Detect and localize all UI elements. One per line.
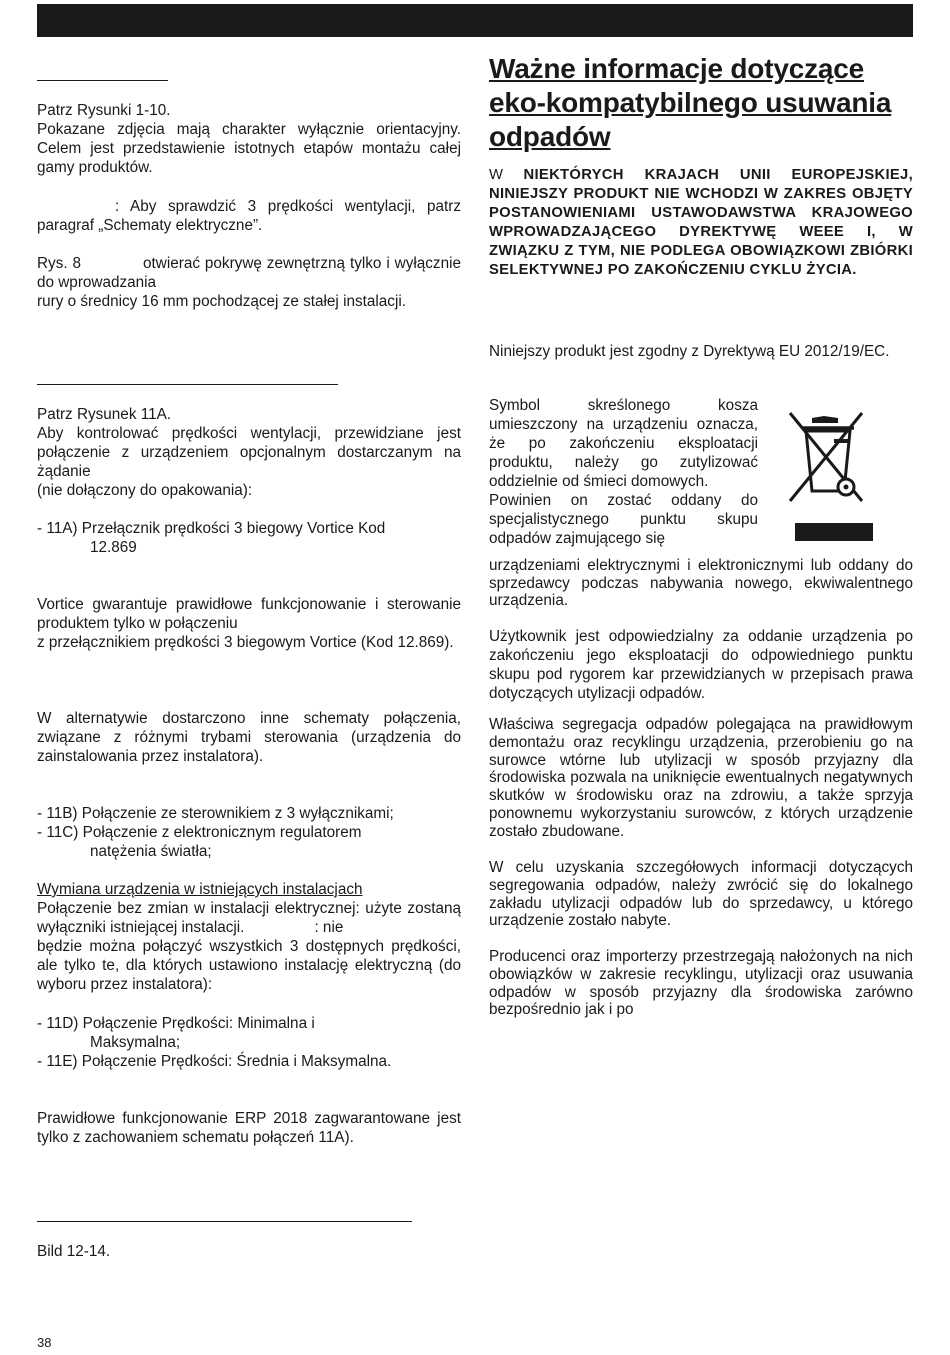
replacement-section [37,880,461,994]
assembly-section [37,101,461,177]
paragraph: z przełącznikiem prędkości 3 biegowym Vortice (Kod 12.869). [37,634,454,651]
alternative-list [37,804,461,861]
paragraph: W celu uzyskania szczegółowych informacji dotyczących segregowania odpadów, należy zwrócić się do lokalnego zakładu utylizacji odpadów lub do sprzedawcy, u którego urządzenie zostało nabyte. [489,859,913,930]
weee-notice [489,166,913,280]
figure-reference: Patrz Rysunki 1-10. [37,102,171,119]
figure-12-14-section [37,1242,461,1261]
alternative-note [37,709,461,766]
paragraph: Prawidłowe funkcjonowanie ERP 2018 zagwarantowane jest tylko z zachowaniem schematu połączeń 11A). [37,1110,461,1146]
section-divider [37,1221,412,1222]
figure-reference: Bild 12-14. [37,1243,111,1260]
crossed-out-wheelie-bin-icon [782,403,878,543]
paragraph: Użytkownik jest odpowiedzialny za oddanie urządzenia po zakończeniu jego eksploatacji do odpowiedniego punktu skupu pod rygorem kar przewidzianych w przepisach prawa dotyczących utylizacji odpadów. [489,628,913,702]
erp-note [37,1109,461,1147]
paragraph: (nie dołączony do opakowania): [37,482,253,499]
page-number: 38 [37,1335,52,1350]
list-item: - 11E) Połączenie Prędkości: Średnia i Maksymalna. [37,1053,392,1070]
section-divider [37,384,338,385]
note-label: : nie [314,919,344,936]
connection-section [37,405,461,500]
list-item: - 11A) Przełącznik prędkości 3 biegowy Vortice Kod [37,520,386,537]
paragraph: Producenci oraz importerzy przestrzegają nałożonych na nich obowiązków w zakresie recyklingu, utylizacji oraz usuwania odpadów w sposób przyjazny dla środowiska zarówno bezpośrednio jak i po [489,948,913,1019]
paragraph: Pokazane zdjęcia mają charakter wyłącznie orientacyjny. Celem jest przedstawienie istotnych etapów montażu całej gamy produktów. [37,121,461,176]
producers-note [489,948,913,1019]
paragraph: Aby kontrolować prędkości wentylacji, przewidziane jest połączenie z urządzeniem opcjonalnym dostarczanym na żądanie [37,425,461,480]
list-item-continuation: Maksymalna; [90,1034,181,1051]
speed-note [37,197,461,235]
list-item: - 11C) Połączenie z elektronicznym regulatorem [37,824,362,841]
paragraph: : Aby sprawdzić 3 prędkości wentylacji, patrz paragraf „Schematy elektryczne”. [37,198,461,234]
figure-label: Rys. 8 [37,255,82,272]
list-item-continuation: 12.869 [90,539,137,556]
notice-bold-text: NIEKTÓRYCH KRAJACH UNII EUROPEJSKIEJ, NINIEJSZY PRODUKT NIE WCHODZI W ZAKRES OBJĘTY POSTANOWIENIAMI USTAWODAWSTWA KRAJOWEGO WPROWADZAJĄCEGO DYREKTYWĘ WEEE I, W ZWIĄZKU Z TYM, NIE PODLEGA OBOWIĄZKOWI ZBIÓRKI SELEKTYWNEJ PO ZAKOŃCZENIU CYKLU ŻYCIA. [489,167,913,278]
paragraph: będzie można połączyć wszystkich 3 dostępnych prędkości, ale tylko te, dla których ustawiono instalację elektryczną (do wyboru przez instalatora): [37,938,461,993]
directive-note [489,342,913,361]
paragraph: otwierać pokrywę zewnętrzną tylko i wyłącznie do wprowadzania [37,255,461,291]
replacement-list [37,1014,461,1071]
bin-symbol-text-cont [489,557,913,610]
paragraph: Symbol skreślonego kosza umieszczony na urządzeniu oznacza, że po zakończeniu eksploatacji produktu, należy go zutylizować oddzielnie od śmieci domowych. [489,397,758,490]
section-divider [37,80,168,81]
paragraph: Połączenie bez zmian w instalacji elektrycznej: użyte zostaną wyłączniki istniejącej instalacji. [37,900,461,936]
guarantee-note [37,595,461,652]
paragraph: Właściwa segregacja odpadów polegająca na prawidłowym demontażu oraz recyklingu urządzenia, przerobieniu go na surowce wtórne lub utylizacji w sposób przyjazny dla środowiska pozwala na uniknięcie ewentualnych negatywnych skutków w środowisku oraz na zdrowiu, a także sprzyja ponownemu wykorzystaniu surowców, z których urządzenie zostało zbudowane. [489,716,913,840]
paragraph: urządzeniami elektrycznymi i elektronicznymi lub oddany do sprzedawcy podczas nabywania nowego, ekwiwalentnego urządzenia. [489,557,913,609]
list-item: - 11D) Połączenie Prędkości: Minimalna i [37,1015,315,1032]
list-item-continuation: natężenia światła; [90,843,212,860]
disposal-title-block [489,52,913,154]
option-list [37,519,461,557]
figure-8-note [37,254,461,311]
list-item: - 11B) Połączenie ze sterownikiem z 3 wyłącznikami; [37,805,394,822]
info-note [489,859,913,930]
paragraph: rury o średnicy 16 mm pochodzącej ze stałej instalacji. [37,293,406,310]
segregation-note [489,716,913,841]
user-responsibility [489,627,913,703]
paragraph: W alternatywie dostarczono inne schematy połączenia, związane z różnymi trybami sterowania (urządzenia do zainstalowania przez instalatora). [37,710,461,765]
subheading: Wymiana urządzenia w istniejących instalacjach [37,881,363,898]
header-bar [37,4,913,37]
page-title: Ważne informacje dotyczące eko-kompatybilnego usuwania odpadów [489,53,892,152]
figure-reference: Patrz Rysunek 11A. [37,406,172,423]
notice-lead: W [489,167,524,183]
paragraph: Vortice gwarantuje prawidłowe funkcjonowanie i sterowanie produktem tylko w połączeniu [37,596,461,632]
paragraph: Niniejszy produkt jest zgodny z Dyrektywą EU 2012/19/EC. [489,343,890,360]
bin-symbol-text [489,396,758,548]
paragraph: Powinien on zostać oddany do specjalistycznego punktu skupu odpadów zajmującego się [489,492,758,547]
